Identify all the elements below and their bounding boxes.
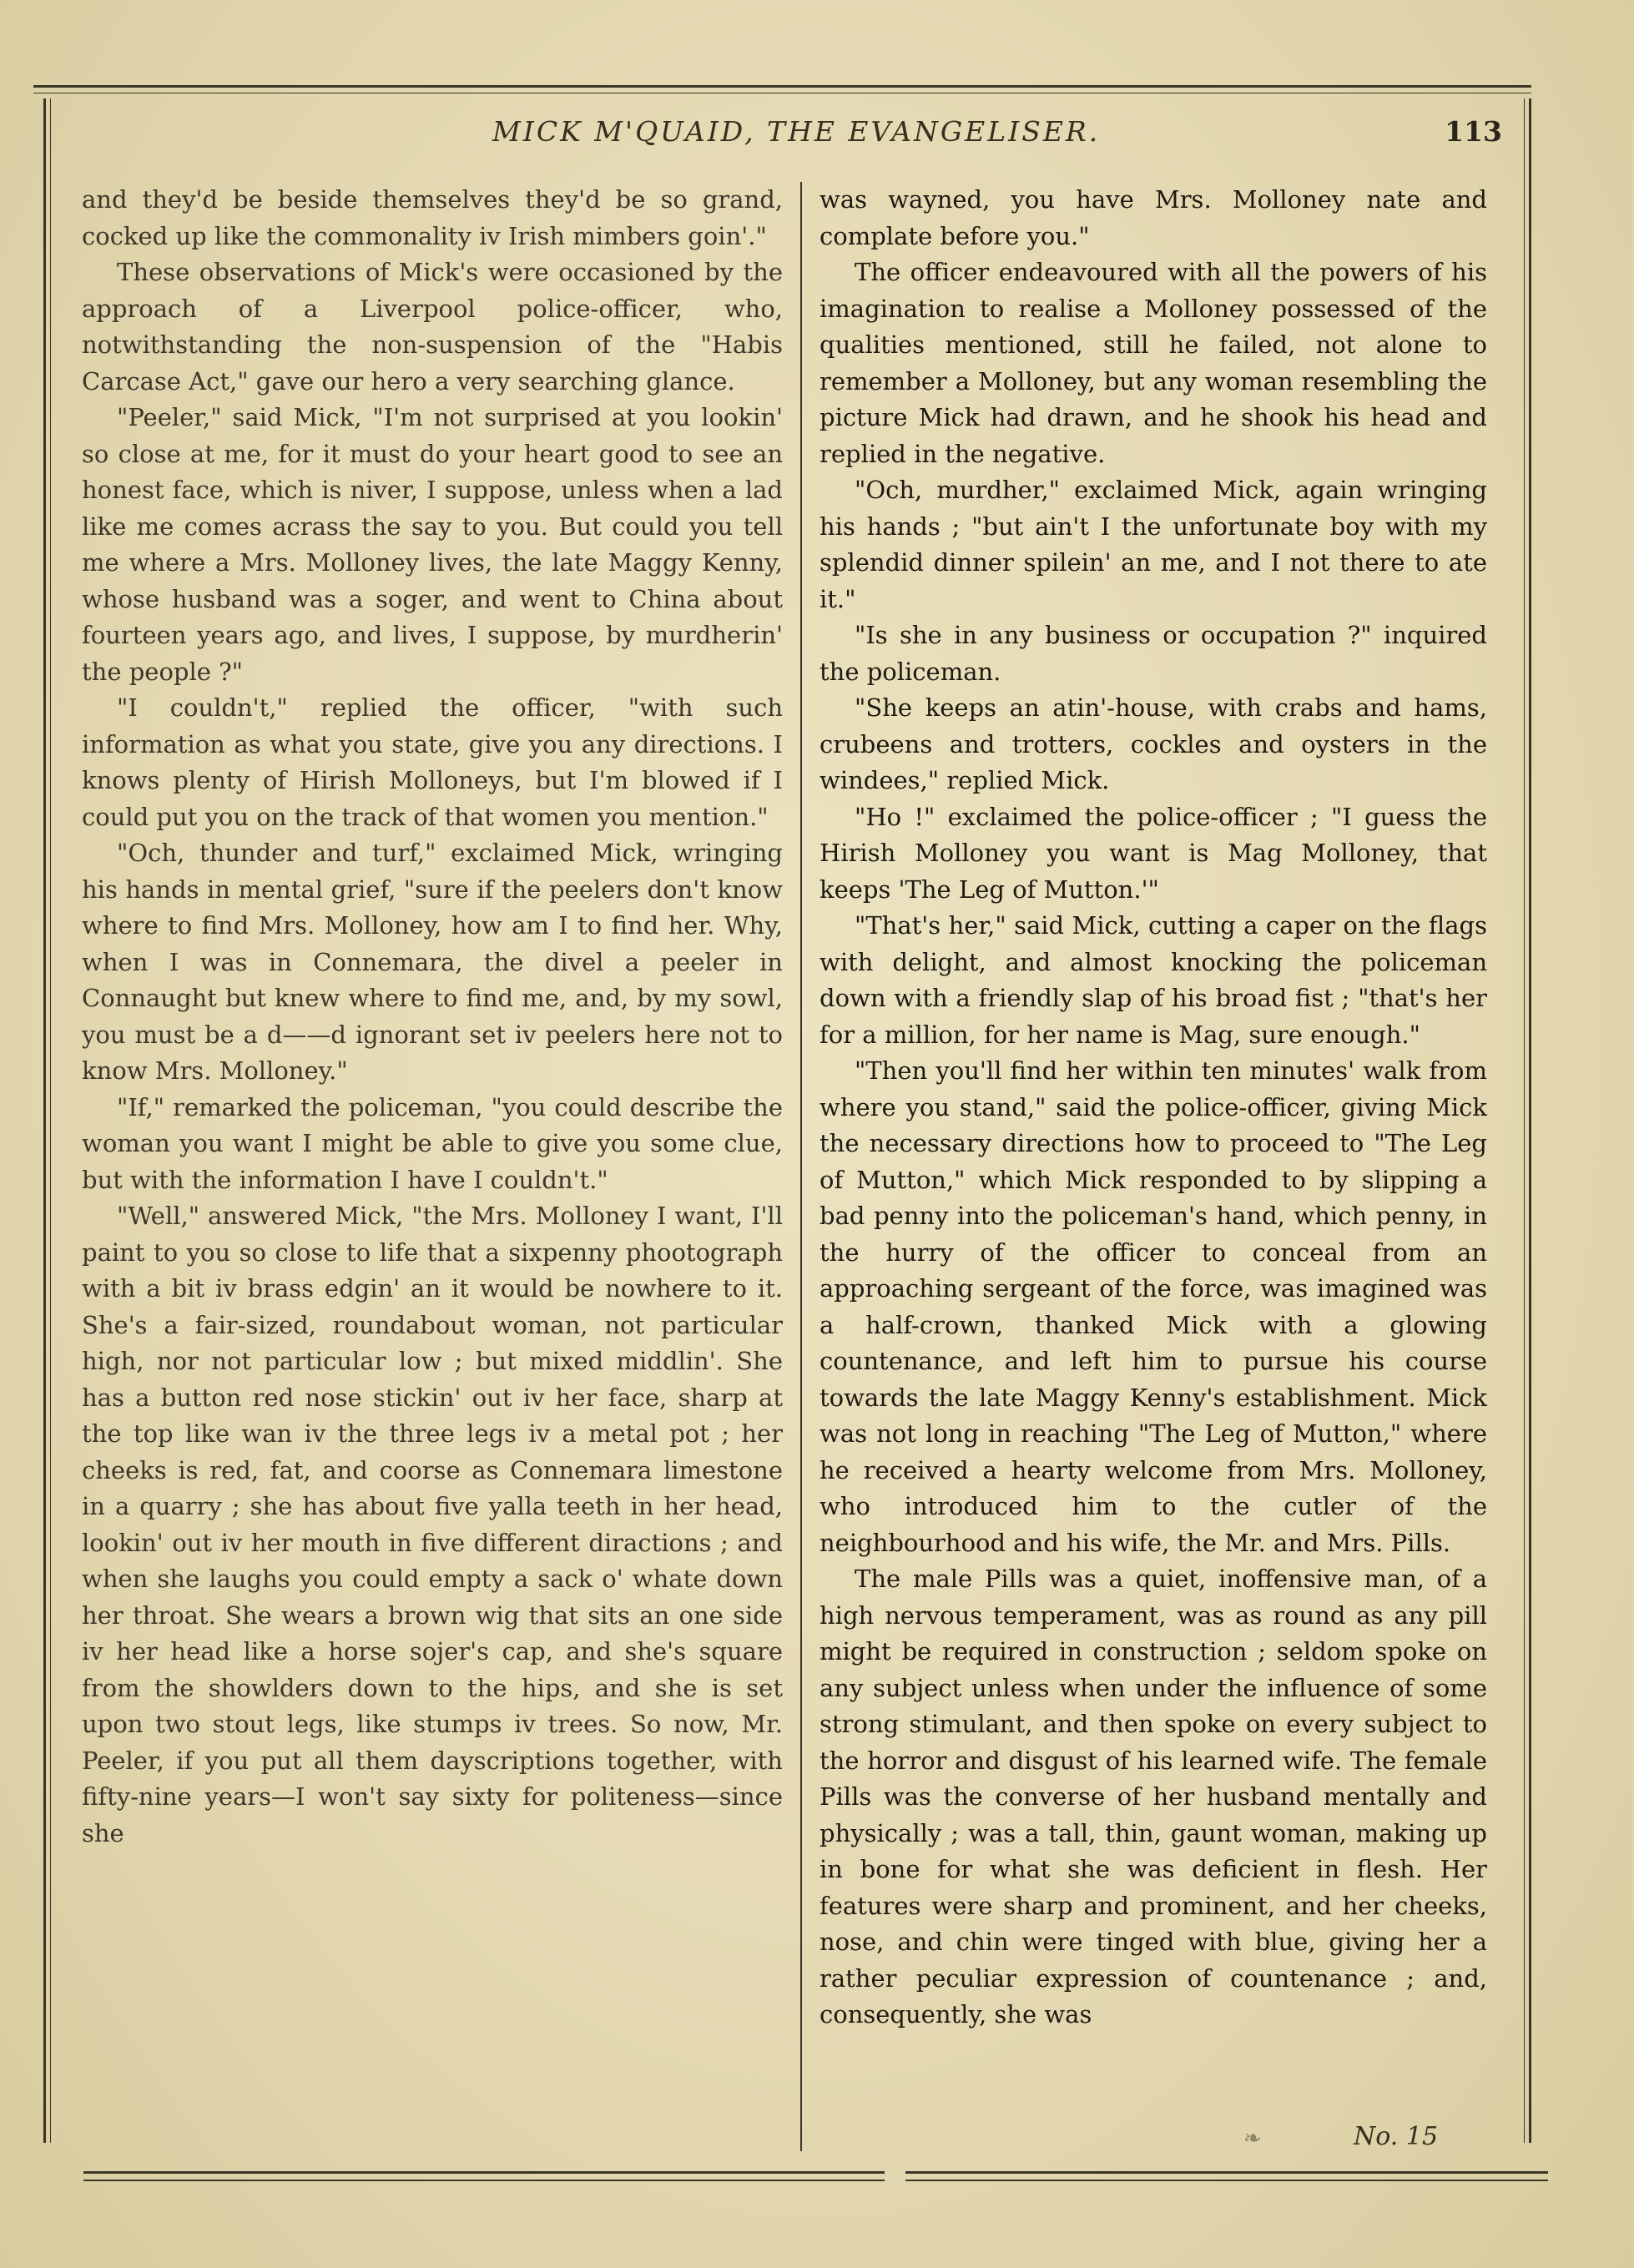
column-divider bbox=[800, 182, 802, 2151]
paragraph: The male Pills was a quiet, inoffensive man, of a high nervous temperament, was as round as any pill might be required in construction ; seldom spoke on any subject unless when under the influence of some strong stimulant, and then spoke on every subject to the horror and disgust of his learned wife. The female Pills was the converse of her husband mentally and physically ; was a tall, thin, gaunt woman, making up in bone for what she was deficient in flesh. Her features were sharp and prominent, and her cheeks, nose, and chin were tinged with blue, giving her a rather peculiar expression of countenance ; and, consequently, she was bbox=[820, 1565, 1487, 2029]
page-header bbox=[467, 115, 1502, 165]
paragraph: "Och, murdher," exclaimed Mick, again wringing his hands ; "but ain't I the unfortunate boy with my splendid dinner spilein' an me, and I not there to ate it." bbox=[820, 476, 1487, 613]
right-border-rule bbox=[1524, 98, 1531, 2143]
top-rule bbox=[33, 85, 1531, 93]
paragraph: was wayned, you have Mrs. Molloney nate and complate before you." bbox=[820, 185, 1487, 250]
paragraph: "Is she in any business or occupation ?" inquired the policeman. bbox=[820, 621, 1487, 686]
paragraph: The officer endeavoured with all the powers of his imagination to realise a Molloney possessed of the qualities mentioned, still he failed, not alone to remember a Molloney, but any woman resembling the picture Mick had drawn, and he shook his head and replied in the negative. bbox=[820, 258, 1487, 468]
paragraph: "That's her," said Mick, cutting a caper on the flags with delight, and almost knocking the policeman down with a friendly slap of his broad fist ; "that's her for a million, for her name is Mag, sure enough." bbox=[820, 911, 1487, 1049]
paragraph: "Then you'll find her within ten minutes' walk from where you stand," said the police-officer, giving Mick the necessary directions how to proceed to "The Leg of Mutton," which Mick responded to by slipping a bad penny into the policeman's hand, which penny, in the hurry of the officer to conceal from an approaching sergeant of the force, was imagined was a half-crown, thanked Mick with a glowing countenance, and left him to pursue his course towards the late Maggy Kenny's establishment. Mick was not long in reaching "The Leg of Mutton," where he received a hearty welcome from Mrs. Molloney, who introduced him to the cutler of the neighbourhood and his wife, the Mr. and Mrs. Pills. bbox=[820, 1056, 1487, 1557]
page-number: 113 bbox=[1445, 115, 1502, 148]
left-border-rule bbox=[43, 98, 51, 2143]
bottom-rule-right bbox=[905, 2171, 1548, 2181]
bottom-rule-left bbox=[83, 2171, 885, 2181]
paragraph: and they'd be beside themselves they'd be so grand, cocked up like the commonality iv Irish mimbers goin'." bbox=[82, 185, 783, 250]
paragraph: "If," remarked the policeman, "you could describe the woman you want I might be able to give you some clue, but with the information I have I couldn't." bbox=[82, 1092, 783, 1194]
ornament-icon: ❧ bbox=[1243, 2126, 1262, 2151]
paragraph: "Well," answered Mick, "the Mrs. Molloney I want, I'll paint to you so close to life that a sixpenny phootograph with a bit iv brass edgin' an it would be nowhere to it. She's a fair-sized, roundabout woman, not particular high, nor not particular low ; but mixed middlin'. She has a button red nose stickin' out iv her face, sharp at the top like wan iv the three legs iv a metal pot ; her cheeks is red, fat, and coorse as Connemara limestone in a quarry ; she has about five yalla teeth in her head, lookin' out iv her mouth in five different diractions ; and when she laughs you could empty a sack o' whate down her throat. She wears a brown wig that sits an one side iv her head like a horse sojer's cap, and she's square from the showlders down to the hips, and she is set upon two stout legs, like stumps iv trees. So now, Mr. Peeler, if you put all them dayscriptions together, with fifty-nine years—I won't say sixty for politeness—since she bbox=[82, 1202, 783, 1847]
right-column bbox=[820, 182, 1487, 2034]
paragraph: "She keeps an atin'-house, with crabs and hams, crubeens and trotters, cockles and oysters in the windees," replied Mick. bbox=[820, 693, 1487, 794]
left-column bbox=[82, 182, 783, 1852]
paragraph: These observations of Mick's were occasioned by the approach of a Liverpool police-officer, who, notwithstanding the non-suspension of the "Habis Carcase Act," gave our hero a very searching glance. bbox=[82, 258, 783, 396]
paragraph: "Och, thunder and turf," exclaimed Mick, wringing his hands in mental grief, "sure if the peelers don't know where to find Mrs. Molloney, how am I to find her. Why, when I was in Connemara, the divel a peeler in Connaught but knew where to find me, and, by my sowl, you must be a d——d ignorant set iv peelers here not to know Mrs. Molloney." bbox=[82, 839, 783, 1085]
running-title: MICK M'QUAID, THE EVANGELISER. bbox=[492, 115, 1101, 148]
signature-mark: No. 15 bbox=[1354, 2122, 1439, 2151]
paragraph: "Ho !" exclaimed the police-officer ; "I guess the Hirish Molloney you want is Mag Molloney, that keeps 'The Leg of Mutton.'" bbox=[820, 802, 1487, 904]
paragraph: "Peeler," said Mick, "I'm not surprised at you lookin' so close at me, for it must do your heart good to see an honest face, which is niver, I suppose, unless when a lad like me comes acrass the say to you. But could you tell me where a Mrs. Molloney lives, the late Maggy Kenny, whose husband was a soger, and went to China about fourteen years ago, and lives, I suppose, by murdherin' the people ?" bbox=[82, 403, 783, 686]
paragraph: "I couldn't," replied the officer, "with such information as what you state, give you any directions. I knows plenty of Hirish Molloneys, but I'm blowed if I could put you on the track of that women you mention." bbox=[82, 693, 783, 831]
